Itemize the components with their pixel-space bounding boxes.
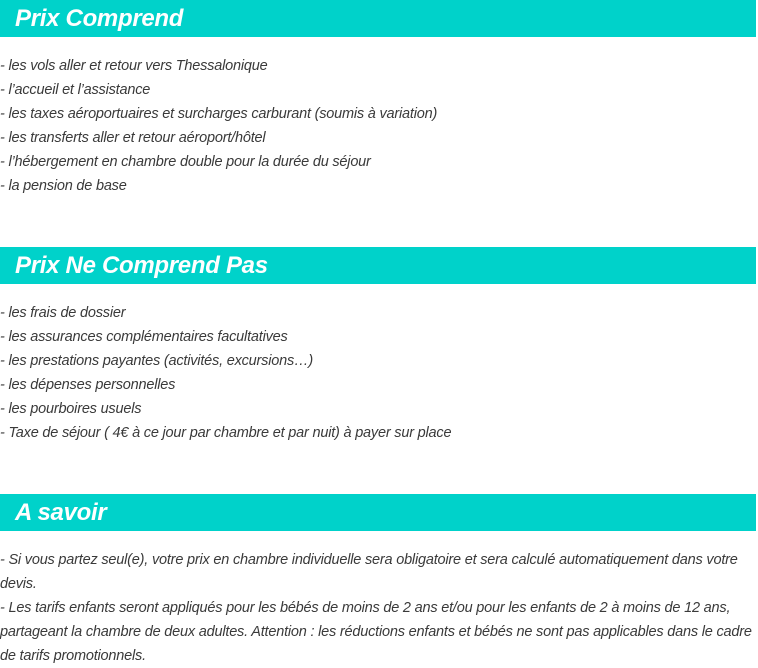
list-item: - les taxes aéroportuaires et surcharges carburant (soumis à variation) [0,106,438,122]
list-item: - les transferts aller et retour aéroport/hôtel [0,130,266,146]
section-title: Prix Comprend [15,5,184,32]
list-item: - les pourboires usuels [0,401,142,417]
section-title: Prix Ne Comprend Pas [15,252,268,279]
section-prix-comprend [0,0,758,198]
section-header [0,494,756,531]
info-paragraphs [0,548,758,668]
list-item: - la pension de base [0,178,127,194]
section-title: A savoir [15,499,107,526]
section-header [0,0,756,37]
list-item: - les frais de dossier [0,305,126,321]
section-prix-ne-comprend-pas [0,247,758,445]
excluded-list [0,301,758,445]
list-item: - les prestations payantes (activités, excursions…) [0,353,313,369]
info-paragraph: - Si vous partez seul(e), votre prix en chambre individuelle sera obligatoire et sera calculé automatiquement dans votre devis. [0,552,738,592]
list-item: - les assurances complémentaires facultatives [0,329,288,345]
list-item: - l’accueil et l’assistance [0,82,151,98]
list-item: - Taxe de séjour ( 4€ à ce jour par chambre et par nuit) à payer sur place [0,425,452,441]
section-header [0,247,756,284]
list-item: - les vols aller et retour vers Thessalonique [0,58,268,74]
list-item: - les dépenses personnelles [0,377,176,393]
list-item: - l’hébergement en chambre double pour la durée du séjour [0,154,371,170]
section-a-savoir [0,494,758,668]
included-list [0,54,758,198]
info-paragraph: - Les tarifs enfants seront appliqués pour les bébés de moins de 2 ans et/ou pour les enfants de 2 à moins de 12 ans, partageant la chambre de deux adultes. Attention : les réductions enfants et bébés ne sont pas applicables dans le cadre de tarifs promotionnels. [0,600,752,664]
